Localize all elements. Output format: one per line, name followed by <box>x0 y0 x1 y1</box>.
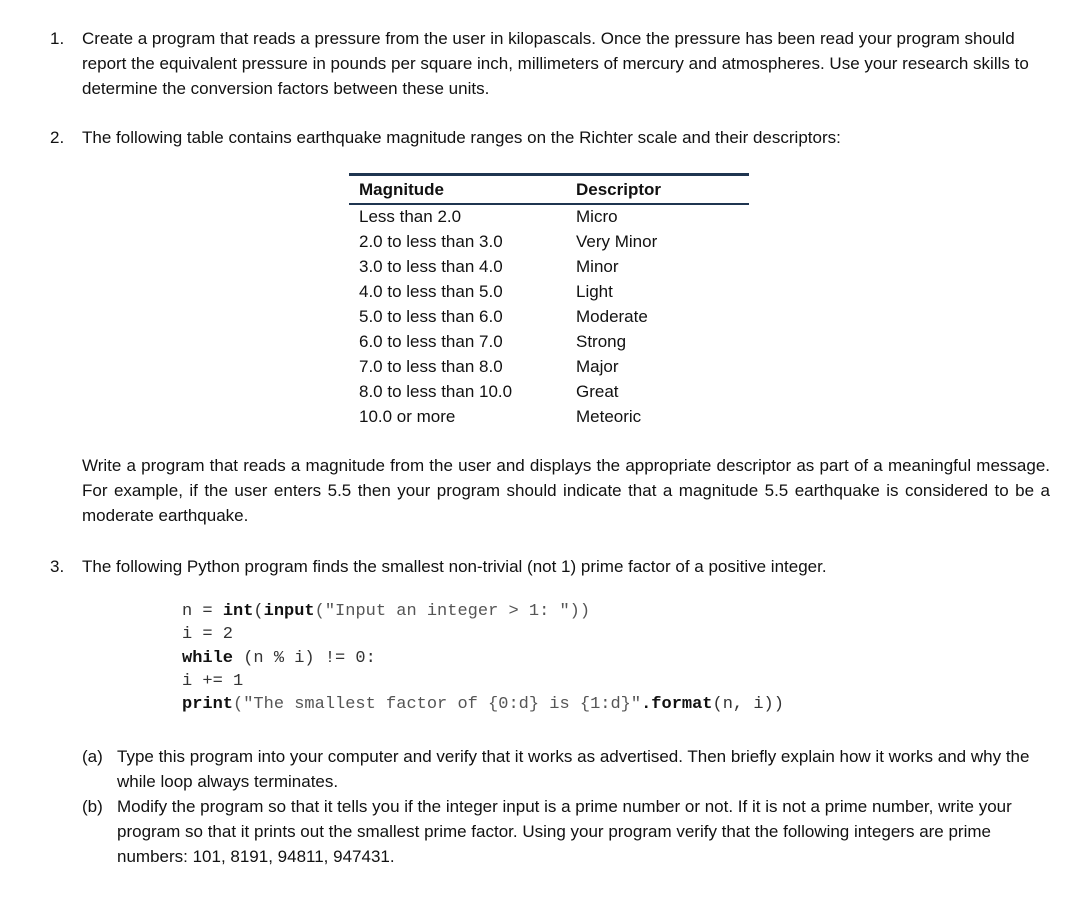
cell-magnitude: Less than 2.0 <box>359 207 462 227</box>
cell-descriptor: Micro <box>576 207 618 227</box>
question-3-number: 3. <box>50 557 65 576</box>
question-3 <box>50 554 1050 579</box>
question-3-intro: The following Python program finds the smallest non-trivial (not 1) prime factor of a positive integer. <box>82 557 827 576</box>
cell-descriptor: Light <box>576 282 613 302</box>
table-row <box>349 404 749 429</box>
table-header <box>349 173 749 205</box>
part-b-label: (b) <box>82 797 103 816</box>
question-1-number: 1. <box>50 29 65 48</box>
question-1-text: Create a program that reads a pressure from the user in kilopascals. Once the pressure has been read your program should report the equivalent pressure in pounds per square inch, millimeters of mercury and atmospheres. Use your research skills to determine the conversion factors between these units. <box>82 29 1029 98</box>
code-token: (n % i) != 0: <box>233 648 376 668</box>
cell-descriptor: Major <box>576 356 619 376</box>
cell-descriptor: Very Minor <box>576 232 658 252</box>
cell-descriptor: Meteoric <box>576 406 642 426</box>
code-string: ("The smallest factor of {0:d} is {1:d}" <box>233 695 642 715</box>
question-1 <box>50 26 1050 101</box>
cell-magnitude: 5.0 to less than 6.0 <box>359 307 503 326</box>
cell-descriptor: Moderate <box>576 307 648 326</box>
question-2-number: 2. <box>50 128 65 147</box>
code-keyword: input <box>263 602 315 621</box>
header-magnitude: Magnitude <box>359 179 444 199</box>
question-2-followup <box>50 453 1050 528</box>
part-a-text: Type this program into your computer and verify that it works as advertised. Then briefly explain how it works and why the while loop always terminates. <box>117 747 1030 791</box>
part-b-text: Modify the program so that it tells you if the integer input is a prime number or not. If it is not a prime number, write your program so that it prints out the smallest prime factor. Using your program verify that the following integers are prime numbers: 101, 8191, 94811, 947431. <box>117 797 1012 866</box>
header-descriptor: Descriptor <box>576 179 662 199</box>
table-row <box>349 205 749 230</box>
table-row <box>349 329 749 354</box>
question-2-followup-text: Write a program that reads a magnitude from the user and displays the appropriate descriptor as part of a meaningful message. For example, if the user enters 5.5 then your program should indicate that a magnitude 5.5 earthquake is considered to be a moderate earthquake. <box>82 456 1050 525</box>
question-2-intro: The following table contains earthquake magnitude ranges on the Richter scale and their descriptors: <box>82 128 841 147</box>
table-row <box>349 280 749 305</box>
table-row <box>349 230 749 255</box>
code-line-1 <box>182 600 784 623</box>
code-token: ( <box>253 602 264 621</box>
part-b <box>82 794 1042 869</box>
code-keyword: int <box>222 602 254 621</box>
code-token: n = <box>182 602 223 621</box>
table-row <box>349 354 749 379</box>
code-keyword: .format <box>641 695 713 715</box>
cell-magnitude: 8.0 to less than 10.0 <box>359 381 513 401</box>
code-keyword: while <box>182 648 234 668</box>
cell-magnitude: 10.0 or more <box>359 406 456 426</box>
code-block <box>182 600 784 716</box>
cell-magnitude: 2.0 to less than 3.0 <box>359 232 503 252</box>
part-a-label: (a) <box>82 747 103 766</box>
code-line-5 <box>182 693 784 716</box>
code-line-4: i += 1 <box>182 671 244 691</box>
code-line-2: i = 2 <box>182 625 234 645</box>
table-row <box>349 379 749 404</box>
cell-descriptor: Strong <box>576 331 627 351</box>
code-string: ("Input an integer > 1: ")) <box>314 602 591 621</box>
part-a <box>82 744 1042 794</box>
cell-magnitude: 6.0 to less than 7.0 <box>359 331 503 351</box>
cell-magnitude: 4.0 to less than 5.0 <box>359 282 503 302</box>
code-keyword: print <box>182 695 234 715</box>
table-row <box>349 305 749 330</box>
table-body <box>349 205 749 429</box>
code-token: (n, i)) <box>712 695 784 715</box>
cell-descriptor: Great <box>576 381 619 401</box>
magnitude-table <box>349 173 749 429</box>
question-2 <box>50 125 1050 150</box>
cell-magnitude: 7.0 to less than 8.0 <box>359 356 503 376</box>
cell-descriptor: Minor <box>576 257 619 277</box>
cell-magnitude: 3.0 to less than 4.0 <box>359 257 503 277</box>
table-row <box>349 255 749 280</box>
code-line-3 <box>182 647 784 670</box>
